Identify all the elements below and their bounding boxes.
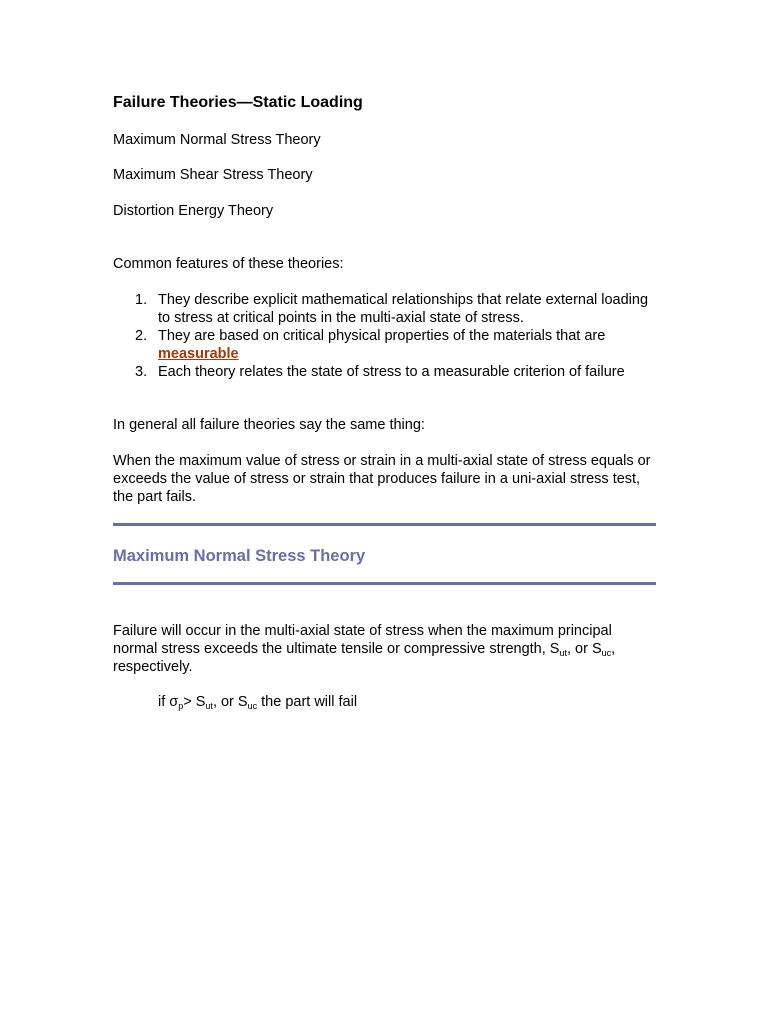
measurable-link[interactable]: measurable [158, 346, 239, 362]
theory-item-distortion-energy: Distortion Energy Theory [113, 203, 274, 219]
common-features-intro: Common features of these theories: [113, 256, 344, 272]
section-divider-bottom [113, 582, 656, 585]
condition-gt: > S [183, 694, 206, 710]
failure-paragraph-start: Failure will occur in the multi-axial state of stress when the maximum principal normal stress exceeds the ultimate tensile or compressive strength, S [113, 623, 612, 657]
page-title: Failure Theories—Static Loading [113, 94, 363, 111]
subscript-uc: uc [247, 701, 258, 711]
condition-or: , or S [212, 694, 248, 710]
general-statement: When the maximum value of stress or strain in a multi-axial state of stress equals or exceeds the value of stress or strain that produces failure in a uni-axial stress test, the part fails. [113, 453, 651, 505]
feature-list [113, 291, 658, 381]
subscript-ut: ut [559, 648, 567, 658]
list-item [113, 291, 658, 327]
section-heading: Maximum Normal Stress Theory [113, 547, 366, 565]
list-item-text: They are based on critical physical properties of the materials that are [158, 328, 606, 344]
list-item-text: Each theory relates the state of stress to a measurable criterion of failure [158, 364, 625, 380]
condition-if: if σ [158, 694, 179, 710]
list-item [113, 363, 658, 381]
theory-item-max-shear: Maximum Shear Stress Theory [113, 167, 313, 183]
subscript-p: p [178, 701, 184, 711]
list-item-number: 2. [135, 328, 148, 344]
failure-paragraph-mid: , or S [567, 641, 602, 657]
general-intro: In general all failure theories say the same thing: [113, 417, 425, 433]
list-item-number: 3. [135, 364, 148, 380]
failure-condition [158, 694, 357, 710]
failure-paragraph-end: , respectively. [113, 641, 616, 675]
list-item [113, 327, 658, 363]
list-item-number: 1. [135, 292, 148, 308]
subscript-ut: ut [205, 701, 213, 711]
section-divider-top [113, 523, 656, 526]
list-item-text: They describe explicit mathematical relationships that relate external loading to stress at critical points in the multi-axial state of stress. [158, 292, 649, 326]
failure-paragraph [113, 622, 658, 676]
subscript-uc: uc [601, 648, 612, 658]
theory-item-max-normal: Maximum Normal Stress Theory [113, 132, 321, 148]
condition-end: the part will fail [257, 694, 358, 710]
